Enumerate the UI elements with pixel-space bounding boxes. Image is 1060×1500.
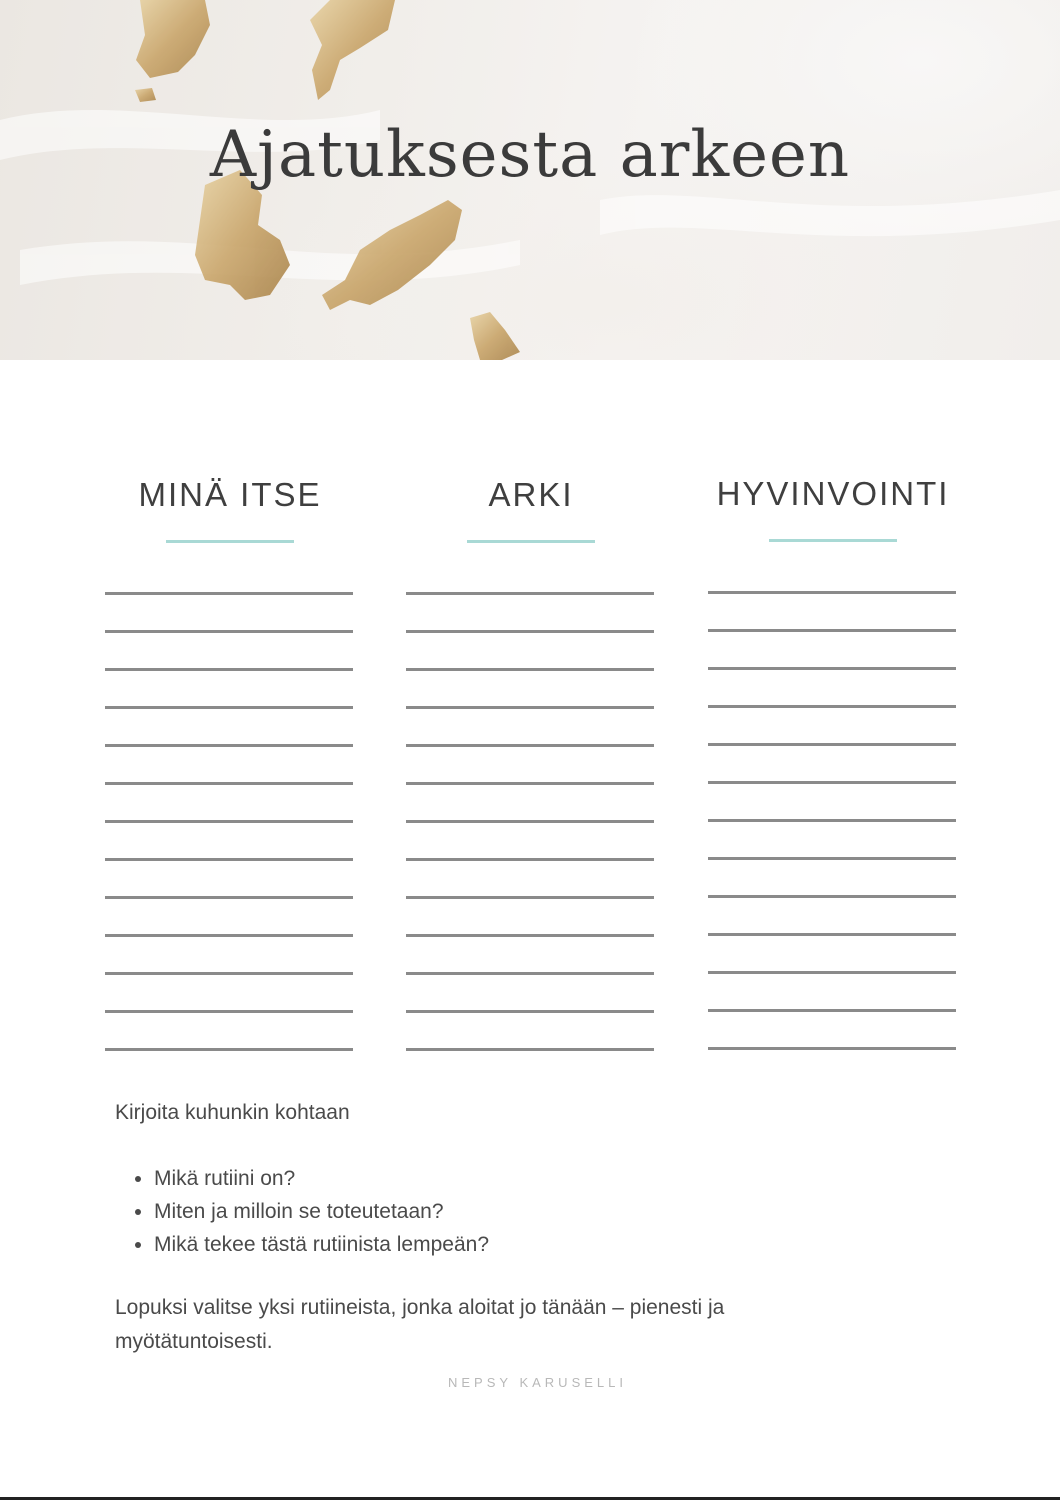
writing-lines: [406, 592, 654, 1086]
writing-line[interactable]: [708, 933, 956, 936]
author-signature: NEPSY KARUSELLI: [448, 1375, 627, 1390]
writing-line[interactable]: [105, 744, 353, 747]
list-item: • Miten ja milloin se toteutetaan?: [154, 1195, 875, 1228]
writing-line[interactable]: [406, 668, 654, 671]
instructions-intro: Kirjoita kuhunkin kohtaan: [115, 1101, 350, 1124]
writing-line[interactable]: [406, 630, 654, 633]
writing-line[interactable]: [105, 782, 353, 785]
instructions-list: [115, 1162, 875, 1261]
instructions-closing: Lopuksi valitse yksi rutiineista, jonka aloitat jo tänään – pienesti ja myötätuntoisesti.: [115, 1296, 725, 1353]
writing-line[interactable]: [105, 1048, 353, 1051]
column-mina-itse: [105, 470, 355, 543]
writing-lines: [105, 592, 353, 1086]
writing-line[interactable]: [105, 896, 353, 899]
writing-line[interactable]: [406, 896, 654, 899]
writing-line[interactable]: [708, 1047, 956, 1050]
accent-underline: [166, 540, 294, 543]
writing-line[interactable]: [406, 744, 654, 747]
column-hyvinvointi: [708, 469, 958, 542]
writing-line[interactable]: [406, 972, 654, 975]
writing-line[interactable]: [406, 1048, 654, 1051]
writing-line[interactable]: [708, 743, 956, 746]
writing-line[interactable]: [406, 858, 654, 861]
instructions-block: [115, 1096, 875, 1359]
writing-line[interactable]: [708, 857, 956, 860]
writing-line[interactable]: [708, 629, 956, 632]
writing-line[interactable]: [105, 592, 353, 595]
list-item: • Mikä tekee tästä rutiinista lempeän?: [154, 1228, 875, 1261]
writing-line[interactable]: [105, 706, 353, 709]
writing-line[interactable]: [708, 819, 956, 822]
column-title: HYVINVOINTI: [716, 475, 950, 512]
writing-line[interactable]: [406, 592, 654, 595]
writing-line[interactable]: [105, 820, 353, 823]
writing-line[interactable]: [105, 630, 353, 633]
writing-line[interactable]: [708, 895, 956, 898]
writing-line[interactable]: [708, 705, 956, 708]
column-arki: [406, 470, 656, 543]
writing-line[interactable]: [105, 1010, 353, 1013]
column-title: ARKI: [488, 476, 574, 513]
accent-underline: [769, 539, 897, 542]
writing-line[interactable]: [708, 591, 956, 594]
writing-line[interactable]: [708, 971, 956, 974]
writing-line[interactable]: [406, 706, 654, 709]
page-title: Ajatuksesta arkeen: [209, 118, 851, 192]
writing-line[interactable]: [406, 1010, 654, 1013]
writing-line[interactable]: [105, 972, 353, 975]
writing-line[interactable]: [708, 1009, 956, 1012]
writing-line[interactable]: [406, 820, 654, 823]
writing-line[interactable]: [708, 781, 956, 784]
writing-line[interactable]: [105, 934, 353, 937]
writing-line[interactable]: [105, 668, 353, 671]
header-banner: [0, 0, 1060, 360]
writing-line[interactable]: [406, 782, 654, 785]
writing-line[interactable]: [105, 858, 353, 861]
accent-underline: [467, 540, 595, 543]
list-item: • Mikä rutiini on?: [154, 1162, 875, 1195]
writing-line[interactable]: [708, 667, 956, 670]
writing-lines: [708, 591, 956, 1085]
column-title: MINÄ ITSE: [138, 476, 322, 513]
writing-line[interactable]: [406, 934, 654, 937]
